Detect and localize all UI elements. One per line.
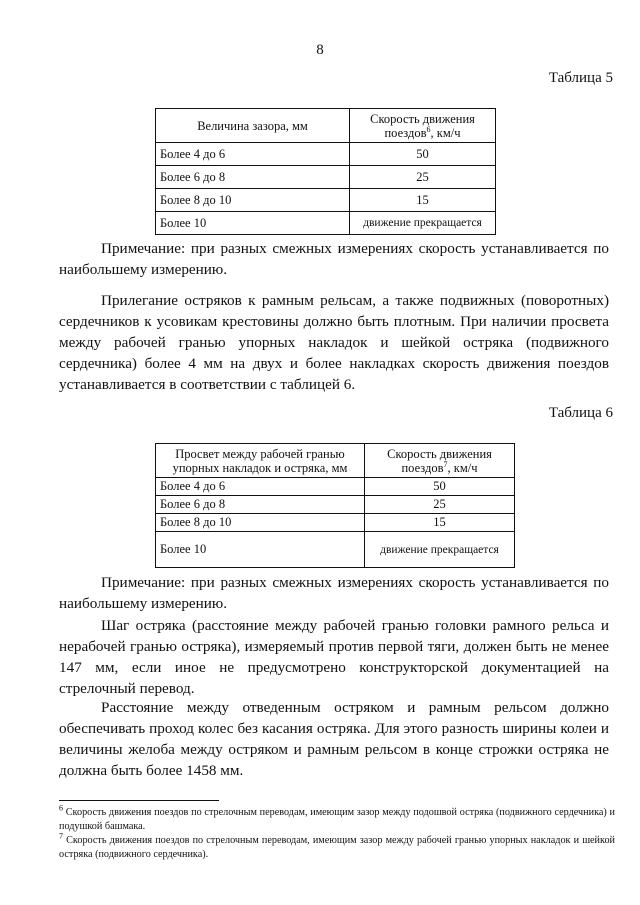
table-6 [155,443,515,568]
footnote-divider [59,800,219,801]
table-6-header-row [156,444,515,478]
table-row [156,143,496,166]
table-5-caption: Таблица 5 [548,70,613,86]
gap-cell: Более 8 до 10 [156,189,350,212]
table-row [156,212,496,235]
table-row [156,514,515,532]
table-row [156,496,515,514]
speed-cell: 15 [365,514,515,532]
gap-cell: Более 10 [156,212,350,235]
table-row [156,532,515,568]
table-row [156,166,496,189]
table-5-header-row [156,109,496,143]
paragraph-blade-step: Шаг остряка (расстояние между рабочей гранью головки рамного рельса и нерабочей гранью остряка), измеряемый против первой тяги, должен быть не менее 147 мм, если иное не предусмотрено конструкторской документацией на стрелочный перевод. [59,617,609,697]
paragraph-blade-clearance: Расстояние между отведенным остряком и рамным рельсом должно обеспечивать проход колес без касания остряка. Для этого разность ширины колеи и величины желоба между остряком и рамным рельсом в конце строжки остряка не должна быть более 1458 мм. [59,699,609,779]
gap-cell: Более 4 до 6 [156,143,350,166]
speed-cell: 50 [350,143,496,166]
gap-cell: Более 6 до 8 [156,166,350,189]
speed-cell: 15 [350,189,496,212]
speed-cell: движение прекращается [365,532,515,568]
footnote-7: $^7$ Скорость движения поездов по стрелочным переводам, имеющим зазор между рабочей гранью упорных накладок и шейкой остряка (подвижного сердечника). [59,831,615,860]
table-6-caption: Таблица 6 [548,405,613,421]
page-number: 8 [316,42,324,58]
paragraph-switch-blades-fit: Прилегание остряков к рамным рельсам, а также подвижных (поворотных) сердечников к усовикам крестовины должно быть плотным. При наличии просвета между рабочей гранью упорных накладок и шейкой остряка (подвижного сердечника) более 4 мм на двух и более накладках скорость движения поездов устанавливается в соответствии с таблицей 6. [59,292,609,393]
table-5-header-speed: Скорость движения поездов$^6$, км/ч [350,109,496,143]
gap-cell: Более 4 до 6 [156,478,365,496]
table-6-header-speed: Скорость движения поездов$^7$, км/ч [365,444,515,478]
table-5 [155,108,496,235]
table-6-header-gap: Просвет между рабочей гранью упорных накладок и остряка, мм [156,444,365,478]
speed-cell: движение прекращается [350,212,496,235]
table-5-header-gap: Величина зазора, мм [156,109,350,143]
table-6-note: Примечание: при разных смежных измерениях скорость устанавливается по наибольшему измерению. [59,574,609,612]
table-row [156,478,515,496]
speed-cell: 50 [365,478,515,496]
table-row [156,189,496,212]
speed-cell: 25 [350,166,496,189]
gap-cell: Более 6 до 8 [156,496,365,514]
speed-cell: 25 [365,496,515,514]
gap-cell: Более 8 до 10 [156,514,365,532]
footnote-6: $^6$ Скорость движения поездов по стрелочным переводам, имеющим зазор между подошвой остряка (подвижного сердечника) и подушкой башмака. [59,803,615,832]
table-5-note: Примечание: при разных смежных измерениях скорость устанавливается по наибольшему измерению. [59,240,609,278]
gap-cell: Более 10 [156,532,365,568]
